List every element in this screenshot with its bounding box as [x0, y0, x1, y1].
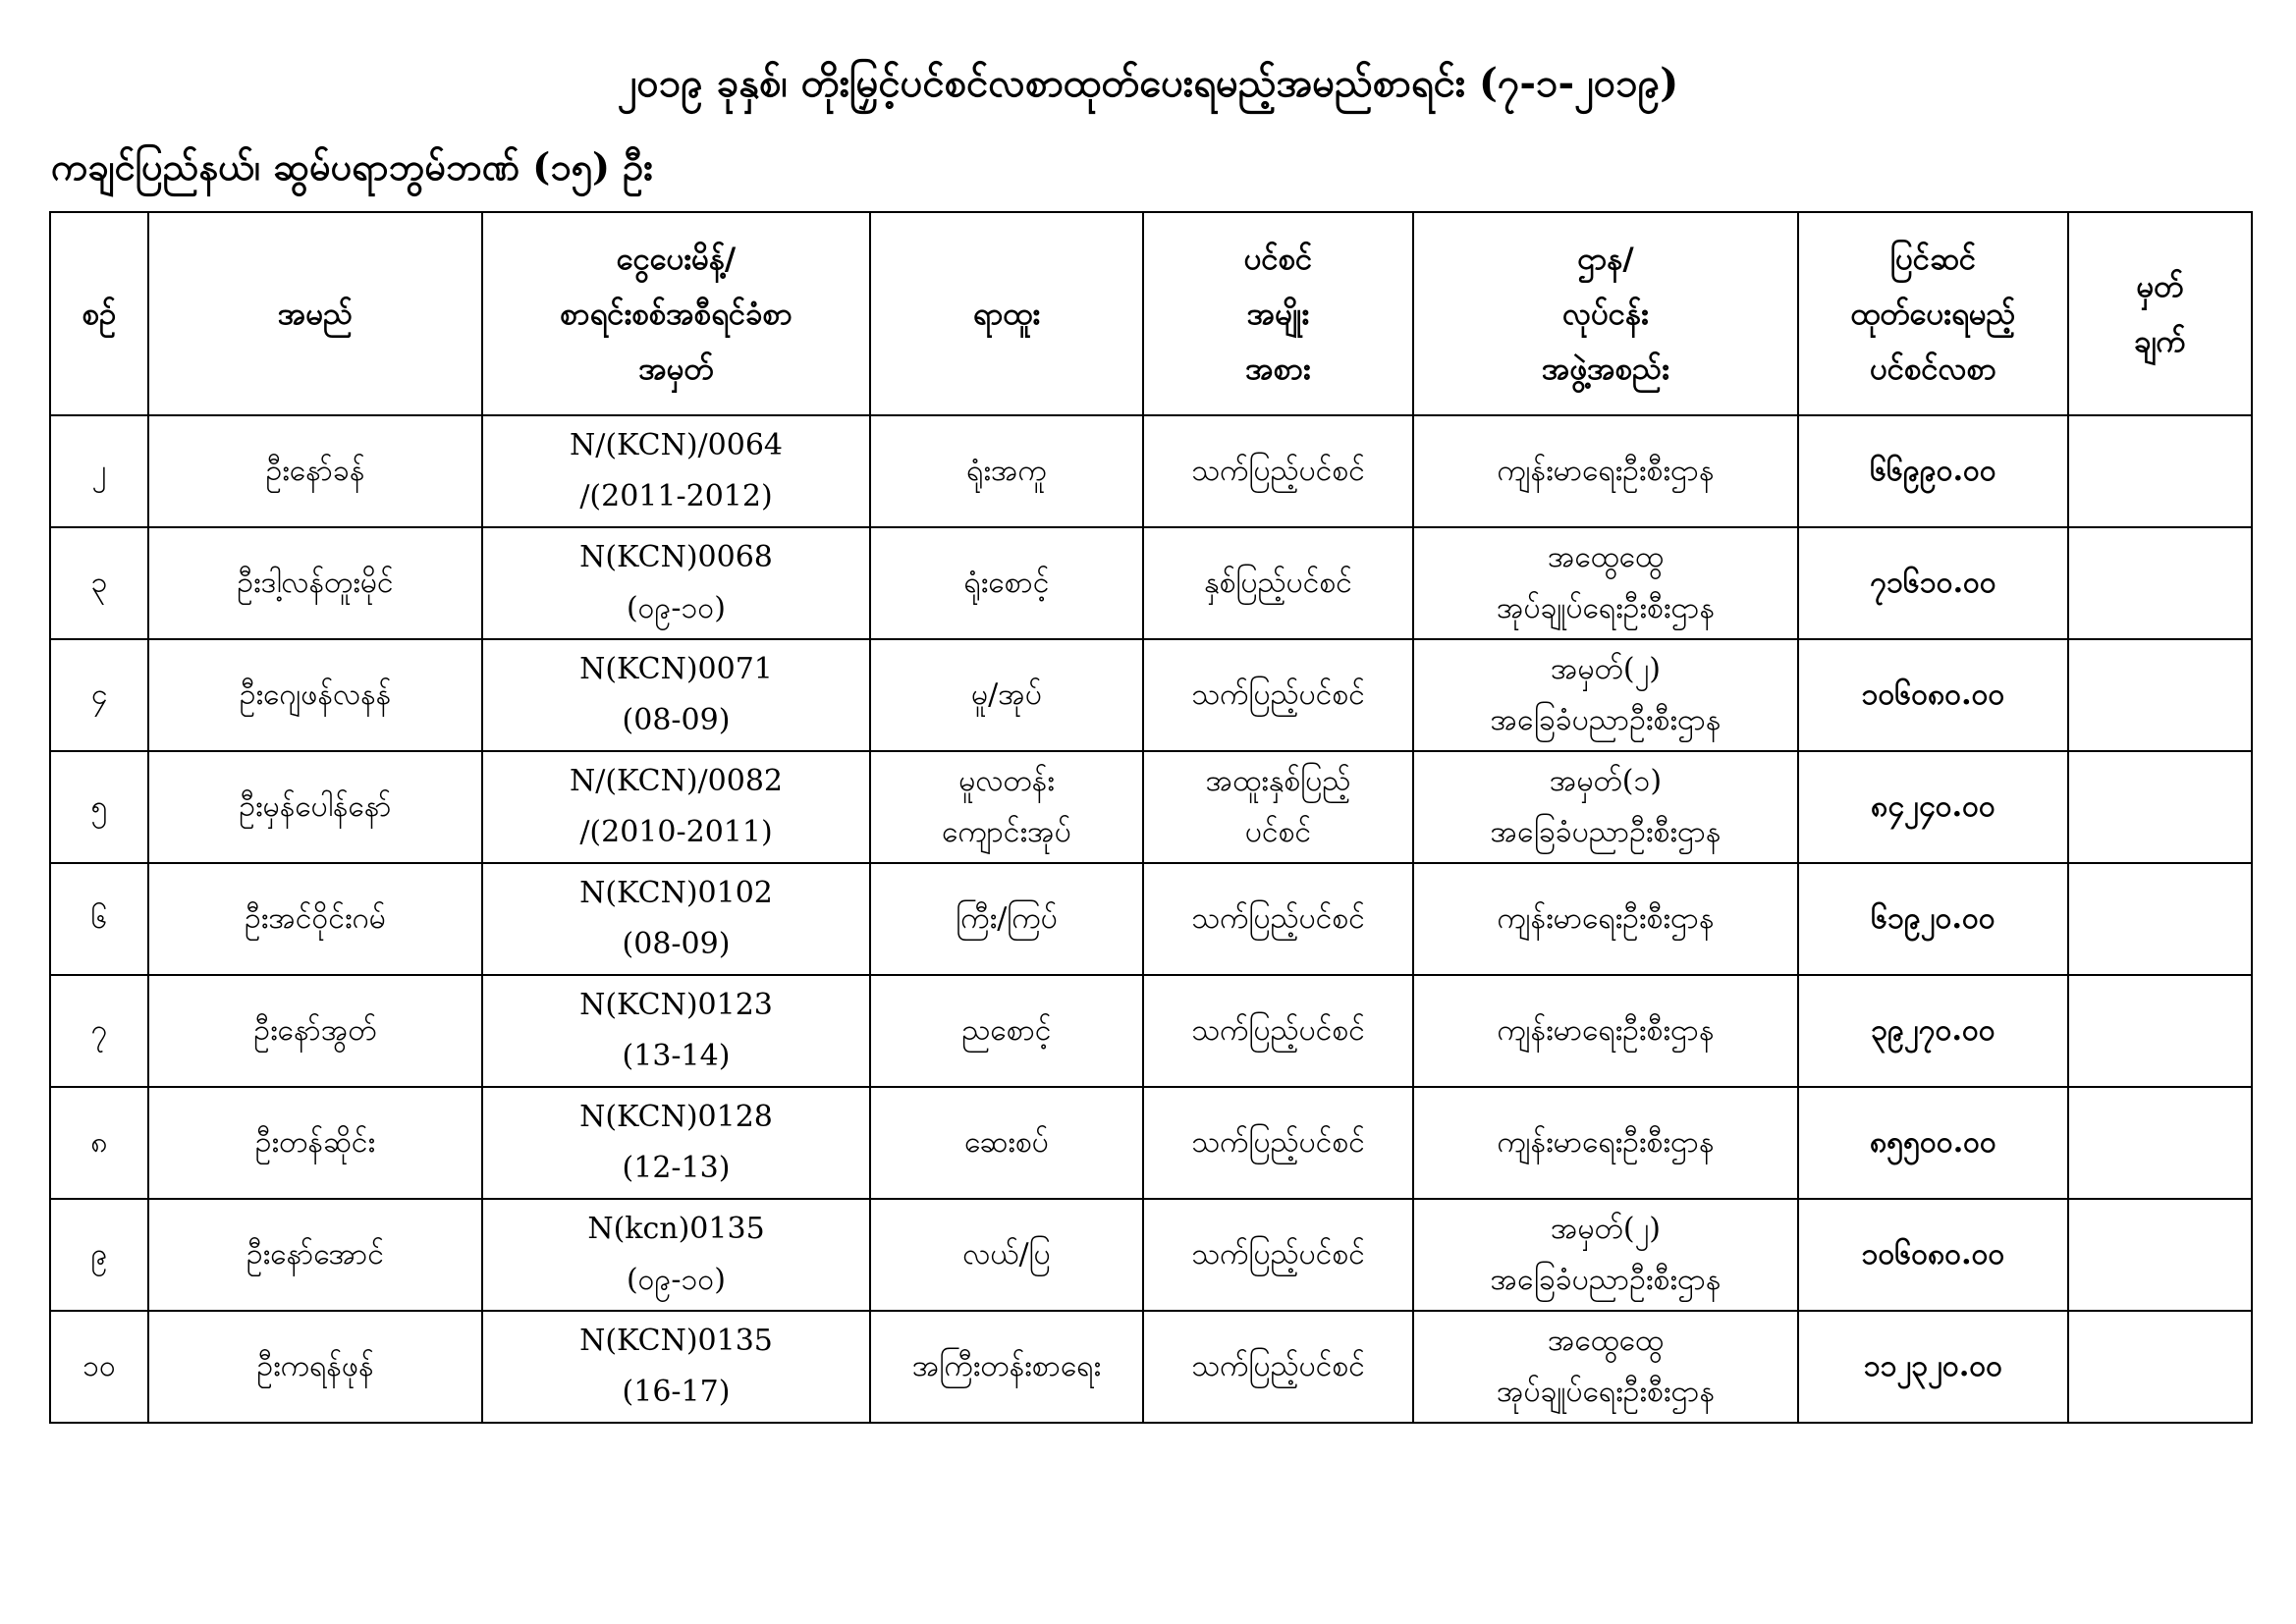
header-name: အမည် [148, 212, 482, 415]
order-line-2: (12-13) [622, 1151, 731, 1185]
table-row [50, 639, 2252, 751]
cell-name: ဦးဂျေဖန်လနန် [148, 639, 482, 751]
order-line-1: N(KCN)0102 [579, 876, 773, 910]
cell-name: ဦးနော်အွတ် [148, 975, 482, 1087]
cell-name: ဦးမှန်ပေါန်နော် [148, 751, 482, 863]
cell-rank [870, 639, 1143, 751]
cell-no: ၂ [50, 415, 148, 527]
order-line-1: N(KCN)0123 [579, 988, 773, 1022]
cell-rank [870, 863, 1143, 975]
document-subtitle: ကချင်ပြည်နယ်၊ ဆွမ်ပရာဘွမ်ဘဏ် (၁၅) ဦး [51, 144, 653, 189]
cell-amount: ၈၅၅၀၀.၀၀ [1798, 1087, 2068, 1199]
pension-line-1: သက်ပြည့်ပင်စင် [1191, 1125, 1365, 1160]
table-row [50, 975, 2252, 1087]
pension-line-1: သက်ပြည့်ပင်စင် [1191, 1237, 1365, 1272]
dept-line-2: အခြေခံပညာဦးစီးဌာန [1490, 703, 1722, 737]
pension-line-1: သက်ပြည့်ပင်စင် [1191, 1349, 1365, 1383]
cell-remark [2068, 1087, 2252, 1199]
cell-pension-type [1143, 1199, 1413, 1311]
cell-order-number [482, 1087, 870, 1199]
order-line-2: /(2011-2012) [579, 479, 773, 514]
dept-line-1: အမှတ်(၂) [1550, 652, 1662, 686]
cell-department [1413, 1087, 1798, 1199]
cell-pension-type [1143, 415, 1413, 527]
table-row [50, 751, 2252, 863]
order-line-2: (၀၉-၁၀) [626, 1263, 727, 1297]
cell-pension-type [1143, 1311, 1413, 1423]
pension-line-1: သက်ပြည့်ပင်စင် [1191, 677, 1365, 712]
table-row [50, 1087, 2252, 1199]
cell-pension-type [1143, 975, 1413, 1087]
cell-rank [870, 751, 1143, 863]
cell-no: ၉ [50, 1199, 148, 1311]
dept-line-2: အုပ်ချုပ်ရေးဦးစီးဌာန [1496, 591, 1716, 625]
order-line-1: N(kcn)0135 [587, 1212, 765, 1246]
cell-remark [2068, 1311, 2252, 1423]
table-row [50, 415, 2252, 527]
dept-line-1: အထွေထွေ [1547, 540, 1665, 574]
cell-pension-type [1143, 1087, 1413, 1199]
cell-order-number [482, 863, 870, 975]
header-remark: မှတ် ချက် [2068, 212, 2252, 415]
cell-department [1413, 975, 1798, 1087]
cell-amount: ၃၉၂၇၀.၀၀ [1798, 975, 2068, 1087]
pension-line-1: နှစ်ပြည့်ပင်စင် [1204, 566, 1352, 600]
cell-no: ၅ [50, 751, 148, 863]
cell-department [1413, 863, 1798, 975]
dept-line-1: ကျန်းမာရေးဦးစီးဌာန [1497, 1125, 1715, 1160]
cell-amount: ၆၁၉၂၀.၀၀ [1798, 863, 2068, 975]
cell-rank [870, 1199, 1143, 1311]
cell-amount: ၁၁၂၃၂၀.၀၀ [1798, 1311, 2068, 1423]
dept-line-1: အမှတ်(၂) [1550, 1212, 1662, 1246]
cell-remark [2068, 1199, 2252, 1311]
cell-no: ၁၀ [50, 1311, 148, 1423]
order-line-2: (၀၉-၁၀) [626, 591, 727, 625]
cell-rank [870, 527, 1143, 639]
cell-amount: ၈၄၂၄၀.၀၀ [1798, 751, 2068, 863]
order-line-2: (08-09) [622, 927, 731, 961]
order-line-1: N(KCN)0128 [579, 1100, 773, 1134]
table-row [50, 863, 2252, 975]
cell-rank [870, 415, 1143, 527]
order-line-1: N(KCN)0071 [579, 652, 773, 686]
cell-pension-type [1143, 751, 1413, 863]
header-row [50, 212, 2252, 415]
cell-amount: ၆၆၉၉၀.၀၀ [1798, 415, 2068, 527]
order-line-2: /(2010-2011) [579, 815, 773, 849]
table-row [50, 1199, 2252, 1311]
dept-line-2: အခြေခံပညာဦးစီးဌာန [1490, 1263, 1722, 1297]
cell-name: ဦးနော်အောင် [148, 1199, 482, 1311]
cell-name: ဦးတန်ဆိုင်း [148, 1087, 482, 1199]
cell-remark [2068, 863, 2252, 975]
document-title: ၂၀၁၉ ခုနှစ်၊ တိုးမြှင့်ပင်စင်လစာထုတ်ပေးရမည့်အမည်စာရင်း (၇-၁-၂၀၁၉) [617, 60, 1679, 106]
cell-remark [2068, 639, 2252, 751]
cell-name: ဦးနော်ခန် [148, 415, 482, 527]
dept-line-1: အထွေထွေ [1547, 1324, 1665, 1358]
pension-line-1: သက်ပြည့်ပင်စင် [1191, 901, 1365, 936]
dept-line-2: အခြေခံပညာဦးစီးဌာန [1490, 815, 1722, 849]
cell-amount: ၁၀၆၀၈၀.၀၀ [1798, 639, 2068, 751]
pension-line-1: အထူးနှစ်ပြည့် [1205, 764, 1351, 798]
header-order-number: ငွေပေးမိန့်/ စာရင်းစစ်အစီရင်ခံစာ အမှတ် [482, 212, 870, 415]
header-amount: ပြင်ဆင် ထုတ်ပေးရမည့် ပင်စင်လစာ [1798, 212, 2068, 415]
cell-no: ၆ [50, 863, 148, 975]
table-row [50, 1311, 2252, 1423]
cell-rank [870, 1311, 1143, 1423]
cell-rank [870, 975, 1143, 1087]
cell-remark [2068, 527, 2252, 639]
header-department: ဌာန/ လုပ်ငန်း အဖွဲ့အစည်း [1413, 212, 1798, 415]
cell-order-number [482, 527, 870, 639]
rank-line-1: ရုံးစောင့် [963, 566, 1050, 600]
cell-department [1413, 1199, 1798, 1311]
order-line-1: N/(KCN)/0064 [569, 428, 784, 462]
cell-name: ဦးကရန်ဖုန် [148, 1311, 482, 1423]
rank-line-1: ဆေးစပ် [964, 1125, 1049, 1160]
header-pension-type: ပင်စင် အမျိုး အစား [1143, 212, 1413, 415]
dept-line-1: ကျန်းမာရေးဦးစီးဌာန [1497, 454, 1715, 488]
order-line-2: (16-17) [622, 1375, 731, 1409]
rank-line-1: ညစောင့် [961, 1013, 1052, 1048]
rank-line-1: မူလတန်း [958, 764, 1055, 798]
pension-line-2: ပင်စင် [1244, 815, 1312, 849]
cell-remark [2068, 975, 2252, 1087]
cell-pension-type [1143, 863, 1413, 975]
cell-amount: ၇၁၆၁၀.၀၀ [1798, 527, 2068, 639]
order-line-1: N(KCN)0068 [579, 540, 773, 574]
order-line-1: N/(KCN)/0082 [569, 764, 784, 798]
table-row [50, 527, 2252, 639]
dept-line-1: ကျန်းမာရေးဦးစီးဌာန [1497, 901, 1715, 936]
order-line-1: N(KCN)0135 [579, 1324, 773, 1358]
cell-order-number [482, 415, 870, 527]
cell-order-number [482, 1199, 870, 1311]
dept-line-1: ကျန်းမာရေးဦးစီးဌာန [1497, 1013, 1715, 1048]
cell-no: ၇ [50, 975, 148, 1087]
cell-no: ၈ [50, 1087, 148, 1199]
cell-department [1413, 415, 1798, 527]
cell-name: ဦးဒါ့လန်တူးမိုင် [148, 527, 482, 639]
dept-line-1: အမှတ်(၁) [1549, 764, 1663, 798]
cell-order-number [482, 975, 870, 1087]
dept-line-2: အုပ်ချုပ်ရေးဦးစီးဌာန [1496, 1375, 1716, 1409]
rank-line-1: အကြီးတန်းစာရေး [911, 1349, 1102, 1383]
rank-line-1: ကြီး/ကြပ် [956, 901, 1058, 936]
cell-order-number [482, 751, 870, 863]
rank-line-1: ရုံးအကူ [966, 454, 1047, 488]
cell-amount: ၁၀၆၀၈၀.၀၀ [1798, 1199, 2068, 1311]
cell-order-number [482, 639, 870, 751]
cell-pension-type [1143, 639, 1413, 751]
cell-pension-type [1143, 527, 1413, 639]
cell-no: ၃ [50, 527, 148, 639]
rank-line-2: ကျောင်းအုပ် [942, 815, 1071, 849]
rank-line-1: လယ်/ပြ [962, 1237, 1051, 1272]
cell-department [1413, 527, 1798, 639]
cell-remark [2068, 751, 2252, 863]
cell-no: ၄ [50, 639, 148, 751]
pension-line-1: သက်ပြည့်ပင်စင် [1191, 454, 1365, 488]
order-line-2: (13-14) [622, 1039, 731, 1073]
header-no: စဉ် [50, 212, 148, 415]
rank-line-1: မူ/အုပ် [971, 677, 1042, 712]
pension-line-1: သက်ပြည့်ပင်စင် [1191, 1013, 1365, 1048]
cell-rank [870, 1087, 1143, 1199]
order-line-2: (08-09) [622, 703, 731, 737]
cell-order-number [482, 1311, 870, 1423]
cell-department [1413, 639, 1798, 751]
cell-name: ဦးအင်ဝိုင်းဂမ် [148, 863, 482, 975]
cell-department [1413, 1311, 1798, 1423]
header-rank: ရာထူး [870, 212, 1143, 415]
cell-remark [2068, 415, 2252, 527]
cell-department [1413, 751, 1798, 863]
pension-table [49, 211, 2253, 1424]
